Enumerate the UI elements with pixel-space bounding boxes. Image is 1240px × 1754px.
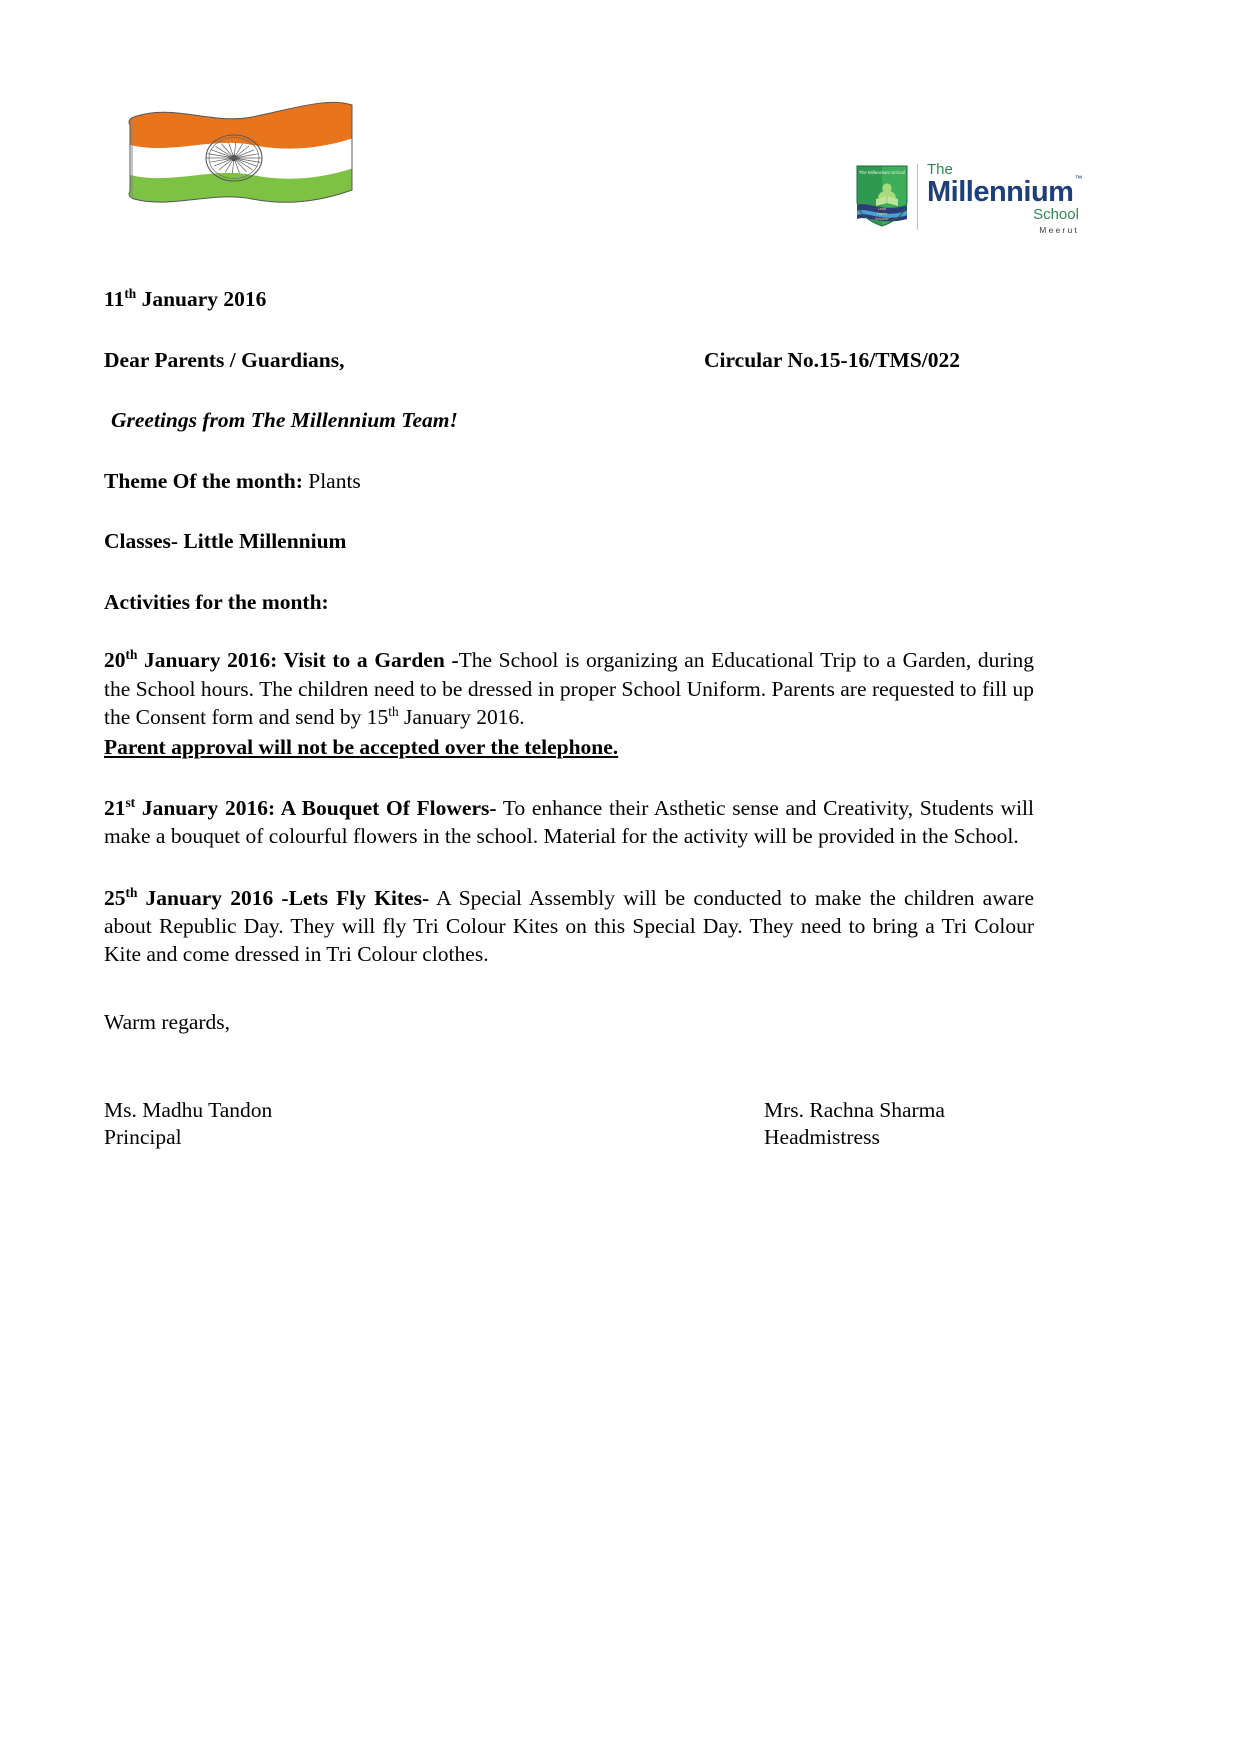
logo-name: Millennium™ xyxy=(927,174,1082,208)
activity-2-ordinal: st xyxy=(125,794,136,810)
school-logo xyxy=(856,160,1106,255)
svg-text:Lead: Lead xyxy=(878,207,886,211)
theme-of-month xyxy=(104,470,1034,493)
activity-1-body-sup: th xyxy=(388,703,399,719)
activity-2-day: 21 xyxy=(104,795,126,820)
svg-text:The Millennium School: The Millennium School xyxy=(858,170,906,175)
signatory-left xyxy=(104,1097,764,1151)
greeting-line: Greetings from The Millennium Team! xyxy=(111,408,458,433)
signatory-right-title: Headmistress xyxy=(764,1125,880,1150)
activity-3-ordinal: th xyxy=(125,884,138,900)
theme-value: Plants xyxy=(302,468,361,493)
activity-1-emphasis: Parent approval will not be accepted over the telephone. xyxy=(104,734,619,759)
activity-2-body: To enhance their Asthetic sense and Creativity, Students will make a bouquet of colourful flowers in the school. Material for the activity will be provided in the School. xyxy=(104,795,1034,849)
signature-block xyxy=(104,1097,1034,1151)
salutation: Dear Parents / Guardians, xyxy=(104,347,345,372)
logo-city: Meerut xyxy=(1039,225,1079,236)
closing-line: Warm regards, xyxy=(104,1009,231,1034)
activity-paragraph-2 xyxy=(104,794,1034,851)
activity-1-day: 20 xyxy=(104,648,126,673)
logo-school: School xyxy=(1033,206,1079,224)
indian-flag-icon xyxy=(112,95,357,230)
letter-date: 11th January 2016 xyxy=(104,285,267,311)
svg-text:Inspire: Inspire xyxy=(876,212,888,216)
classes-line: Classes- Little Millennium xyxy=(104,529,347,554)
circular-number: Circular No.15-16/TMS/022 xyxy=(704,347,961,372)
activity-1-body-2: January 2016. xyxy=(398,705,525,730)
theme-label: Theme Of the month: xyxy=(104,468,303,493)
activity-3-body: A Special Assembly will be conducted to make the children aware about Republic Day. They will fly Tri Colour Kites on this Special Day. They need to bring a Tri Colour Kite and come dressed in Tri Colour clothes. xyxy=(104,885,1034,967)
activity-1-body-1: The School is organizing an Educational Trip to a Garden, during the School hours. The children need to be dressed in proper School Uniform. Parents are requested to fill up the Consent form and send by 15 xyxy=(104,648,1034,730)
activity-2-heading: January 2016: A Bouquet Of Flowers- xyxy=(135,795,497,820)
school-crest-icon xyxy=(856,165,908,227)
activity-3-day: 25 xyxy=(104,885,126,910)
document-body xyxy=(104,0,1082,1151)
signatory-right-name: Mrs. Rachna Sharma xyxy=(764,1098,945,1123)
activity-1-ordinal: th xyxy=(125,647,138,663)
activity-1-heading: January 2016: Visit to a Garden - xyxy=(137,648,459,673)
logo-divider xyxy=(917,164,918,230)
logo-the: The xyxy=(927,161,953,178)
activities-heading: Activities for the month: xyxy=(104,589,329,614)
salutation-row xyxy=(104,349,1034,372)
signatory-right xyxy=(764,1097,945,1151)
document-header xyxy=(104,0,1082,236)
signatory-left-name: Ms. Madhu Tandon xyxy=(104,1098,273,1123)
activity-paragraph-3 xyxy=(104,884,1034,969)
svg-text:Empower: Empower xyxy=(875,217,889,221)
activity-3-heading: January 2016 -Lets Fly Kites- xyxy=(137,885,430,910)
signatory-left-title: Principal xyxy=(104,1125,182,1150)
activity-paragraph-1 xyxy=(104,646,1034,761)
